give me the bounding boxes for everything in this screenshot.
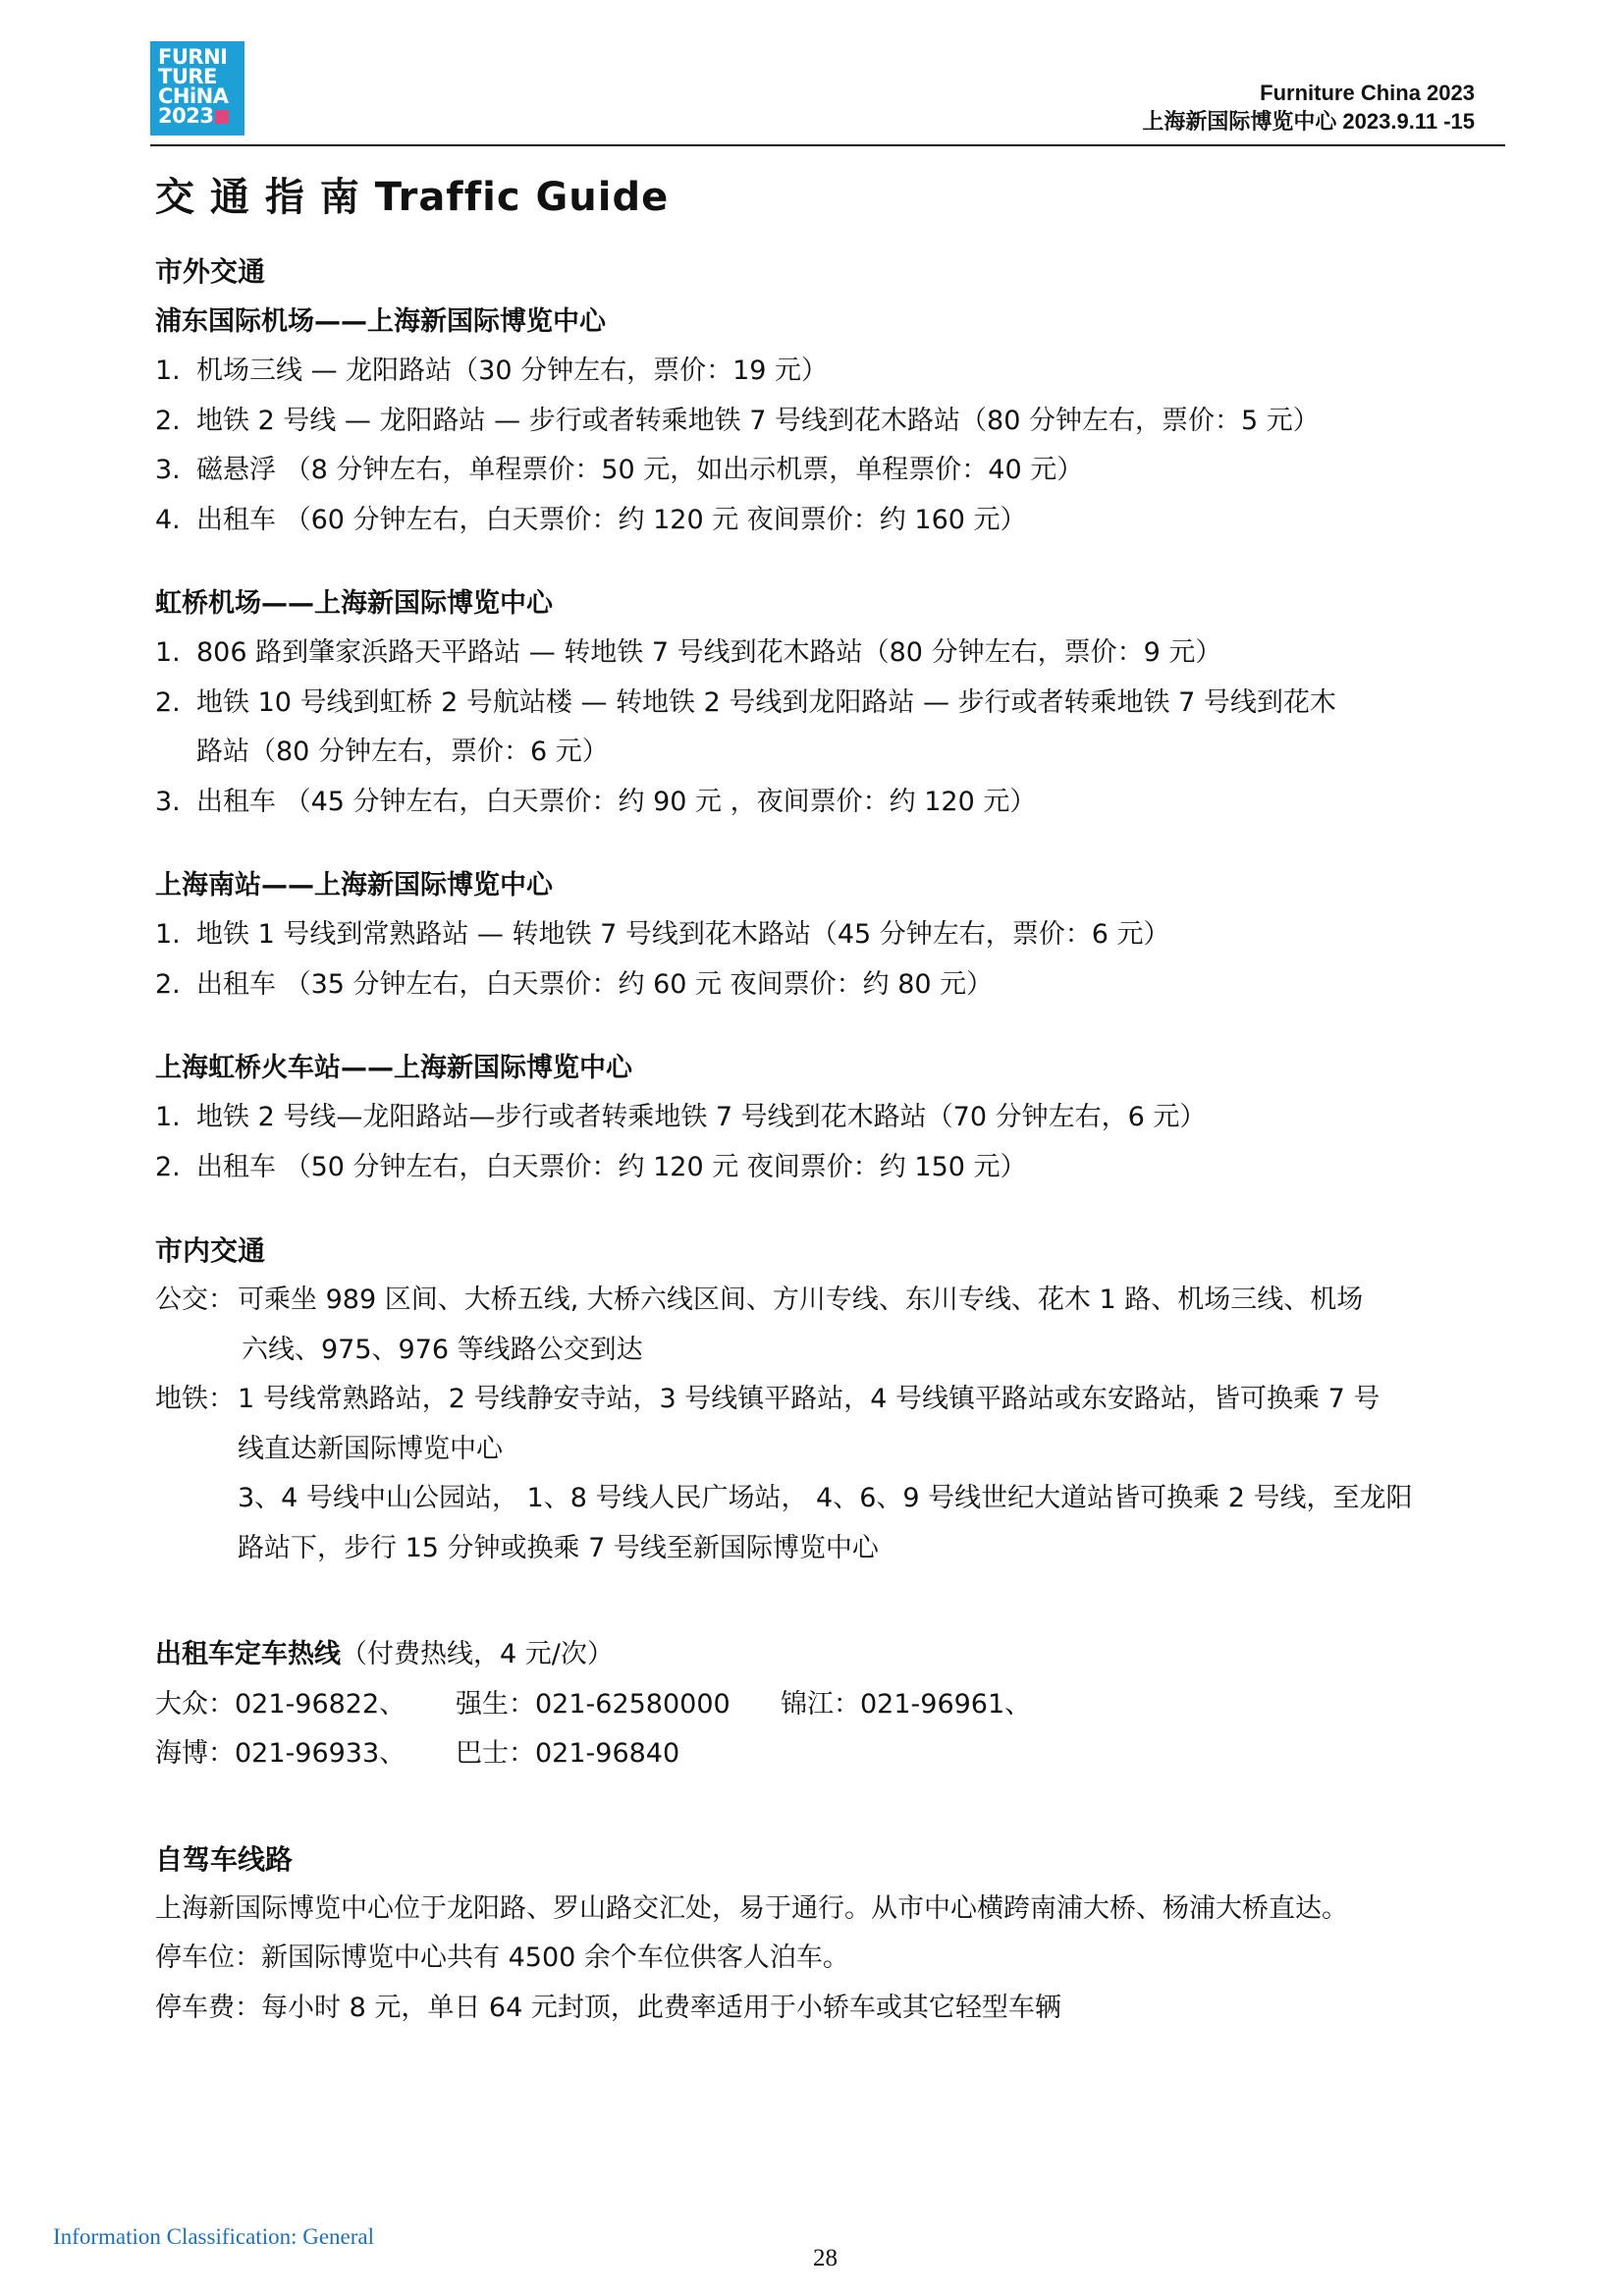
metro-line: 3、4 号线中山公园站， 1、8 号线人民广场站， 4、6、9 号线世纪大道站皆可换乘 2 号线，至龙阳 (238, 1483, 1413, 1513)
hotline-entry: 大众：021-96822、 (155, 1688, 406, 1720)
hotline-entry: 锦江：021-96961、 (781, 1688, 1032, 1720)
hotline-row (155, 1680, 1510, 1730)
item-text: 出租车 （50 分钟左右，白天票价：约 120 元 夜间票价：约 150 元） (196, 1151, 1027, 1182)
hotline-entry: 海博：021-96933、 (155, 1738, 406, 1769)
item-number: 1. (155, 355, 181, 386)
item-text: 地铁 10 号线到虹桥 2 号航站楼 — 转地铁 2 号线到龙阳路站 — 步行或者转乘地铁 7 号线到花木 (196, 686, 1336, 718)
item-text: 地铁 1 号线到常熟路站 — 转地铁 7 号线到花木路站（45 分钟左右，票价：6 元） (196, 919, 1170, 950)
header-title: Furniture China 2023 (1260, 81, 1475, 105)
item-text-continued: 路站（80 分钟左右，票价：6 元） (196, 737, 609, 767)
item-number: 4. (155, 504, 181, 535)
route-item (155, 679, 1510, 778)
bus-info (155, 1276, 1510, 1375)
route-section (155, 860, 1510, 1010)
route-title: 浦东国际机场——上海新国际博览中心 (155, 306, 606, 337)
route-item (155, 397, 1510, 447)
logo-line: CHiNA (158, 84, 229, 108)
route-section (155, 1043, 1510, 1192)
route-item (155, 960, 1510, 1011)
route-section (155, 578, 1510, 827)
taxi-heading-note: （付费热线，4 元/次） (341, 1639, 614, 1669)
bus-line: 可乘坐 989 区间、大桥五线, 大桥六线区间、方川专线、东川专线、花木 1 路、机场三线、机场 (238, 1285, 1364, 1315)
logo-line: 2023 (158, 104, 214, 128)
page-number: 28 (813, 2245, 838, 2271)
information-classification: Information Classification: General (53, 2224, 375, 2249)
route-item (155, 1093, 1510, 1143)
metro-info (155, 1375, 1510, 1573)
item-text: 机场三线 — 龙阳路站（30 分钟左右，票价：19 元） (196, 355, 829, 386)
driving-line: 上海新国际博览中心位于龙阳路、罗山路交汇处，易于通行。从市中心横跨南浦大桥、杨浦大桥直达。 (155, 1892, 1348, 1924)
route-item (155, 496, 1510, 546)
taxi-heading (155, 1630, 1510, 1680)
route-item (155, 629, 1510, 679)
route-item (155, 910, 1510, 960)
header-divider (150, 144, 1505, 146)
header-subtitle: 上海新国际博览中心 2023.9.11 -15 (1142, 109, 1475, 134)
document-body (155, 167, 1510, 2033)
bus-line: 六线、975、976 等线路公交到达 (242, 1334, 643, 1365)
driving-line: 停车位：新国际博览中心共有 4500 余个车位供客人泊车。 (155, 1942, 849, 1973)
driving-line: 停车费：每小时 8 元，单日 64 元封顶，此费率适用于小轿车或其它轻型车辆 (155, 1992, 1061, 2023)
route-title: 上海南站——上海新国际博览中心 (155, 870, 553, 901)
citywide-heading: 市内交通 (155, 1234, 266, 1267)
route-section (155, 297, 1510, 545)
route-item (155, 1143, 1510, 1193)
header-info (1142, 79, 1475, 136)
item-text: 出租车 （35 分钟左右，白天票价：约 60 元 夜间票价：约 80 元） (196, 968, 994, 1000)
logo-line: TURE (158, 65, 217, 88)
logo-mark-icon (215, 110, 229, 124)
item-number: 2. (155, 1151, 181, 1182)
furniture-china-logo (150, 41, 244, 136)
metro-label: 地铁： (155, 1384, 235, 1414)
metro-line: 路站下，步行 15 分钟或换乘 7 号线至新国际博览中心 (238, 1532, 879, 1563)
hotline-entry: 强生：021-62580000 (456, 1688, 731, 1720)
item-number: 3. (155, 455, 181, 485)
page-title: 交 通 指 南 Traffic Guide (155, 175, 670, 220)
bus-label: 公交： (155, 1285, 235, 1315)
route-item (155, 446, 1510, 496)
item-text: 地铁 2 号线—龙阳路站—步行或者转乘地铁 7 号线到花木路站（70 分钟左右，6 元） (196, 1102, 1207, 1132)
metro-line: 1 号线常熟路站，2 号线静安寺站，3 号线镇平路站，4 号线镇平路站或东安路站，皆可换乘 7 号 (238, 1384, 1380, 1414)
driving-heading: 自驾车线路 (155, 1842, 294, 1876)
logo-line: FURNI (158, 45, 228, 69)
taxi-heading-title: 出租车定车热线 (155, 1639, 341, 1669)
route-title: 虹桥机场——上海新国际博览中心 (155, 588, 553, 619)
item-number: 1. (155, 1102, 181, 1132)
item-text: 806 路到肇家浜路天平路站 — 转地铁 7 号线到花木路站（80 分钟左右，票价：9 元） (196, 637, 1222, 668)
hotline-entry: 巴士：021-96840 (456, 1738, 680, 1769)
item-text: 出租车 （45 分钟左右，白天票价：约 90 元 ，夜间票价：约 120 元） (196, 786, 1037, 817)
item-number: 1. (155, 919, 181, 950)
metro-line: 线直达新国际博览中心 (238, 1433, 503, 1464)
item-text: 磁悬浮 （8 分钟左右，单程票价：50 元，如出示机票，单程票价：40 元） (196, 455, 1084, 485)
route-item (155, 778, 1510, 828)
item-number: 2. (155, 968, 181, 1000)
item-text: 出租车 （60 分钟左右，白天票价：约 120 元 夜间票价：约 160 元） (196, 504, 1027, 535)
hotline-row (155, 1729, 1510, 1779)
item-number: 2. (155, 686, 181, 718)
item-number: 3. (155, 786, 181, 817)
item-number: 1. (155, 637, 181, 668)
intercity-heading: 市外交通 (155, 255, 266, 288)
item-number: 2. (155, 405, 181, 436)
item-text: 地铁 2 号线 — 龙阳路站 — 步行或者转乘地铁 7 号线到花木路站（80 分钟左右，票价：5 元） (196, 405, 1320, 436)
route-title: 上海虹桥火车站——上海新国际博览中心 (155, 1053, 632, 1083)
route-item (155, 347, 1510, 397)
